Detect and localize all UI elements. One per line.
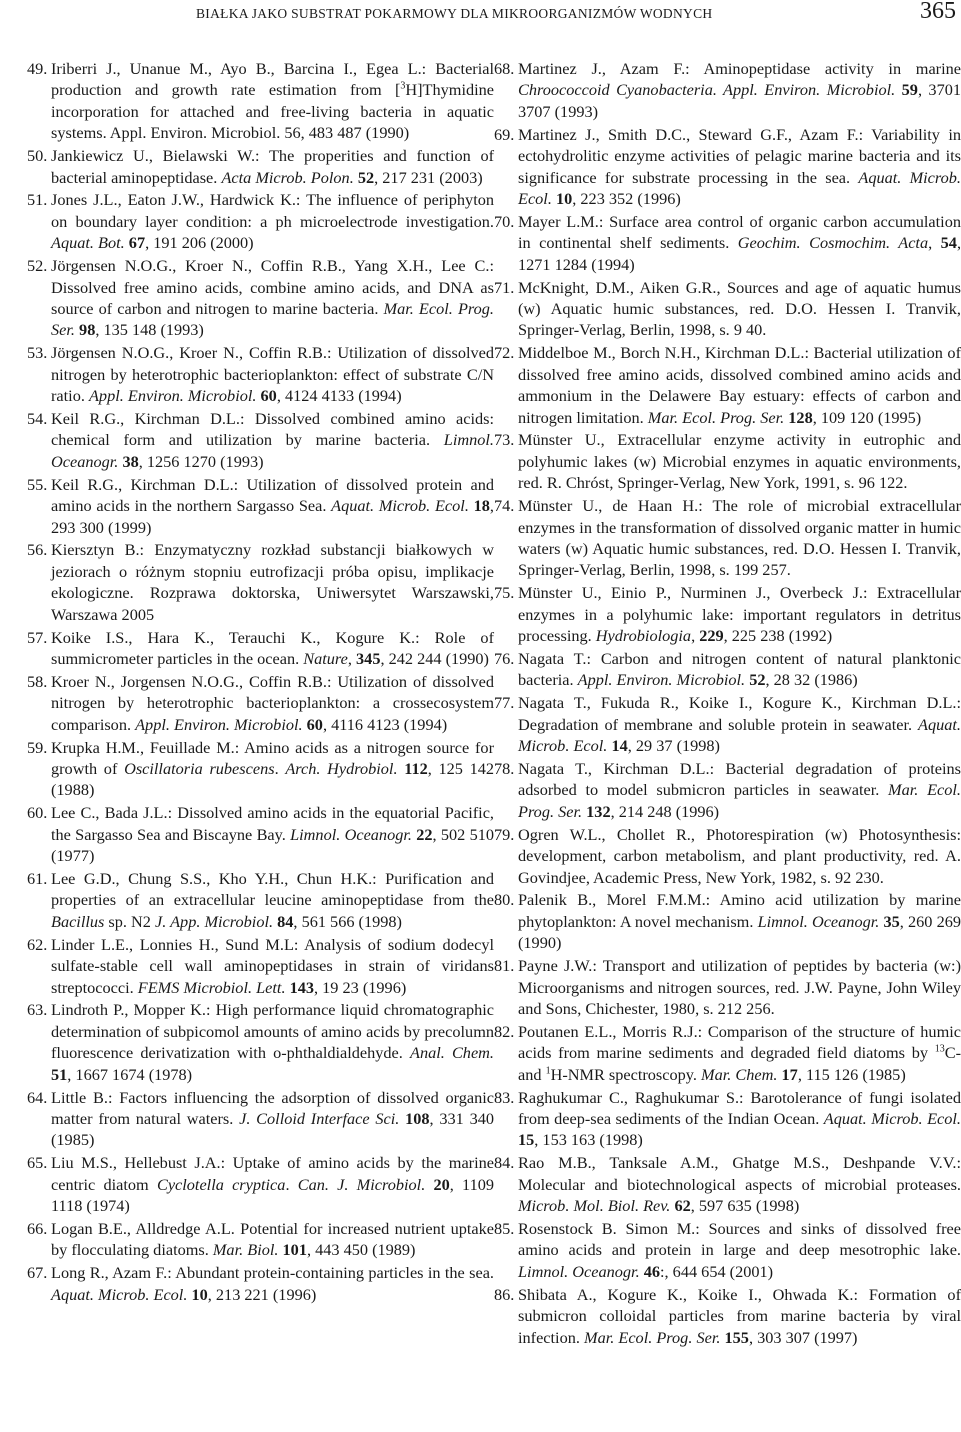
reference-text: , 443 450 (1989)	[306, 1240, 416, 1260]
reference-column-right	[494, 58, 961, 1349]
reference-number: 67.	[27, 1263, 48, 1283]
reference-number: 76.	[494, 648, 515, 668]
reference-text: Oscillatoria rubescens	[124, 759, 275, 778]
reference-number: 75.	[494, 583, 515, 603]
reference-number: 82.	[494, 1021, 515, 1041]
reference-number: 56.	[27, 540, 48, 560]
reference-text: 132	[586, 801, 611, 821]
reference-text: FEMS Microbiol. Lett.	[137, 977, 286, 997]
reference-number: 83.	[494, 1087, 515, 1107]
reference-text: , 191 206 (2000)	[145, 233, 254, 253]
reference-text: Jörgensen N.O.G., Kroer N., Coffin R.B., Yang X.H., Lee C.: Dissolved free amino acids, combine amino acids, and DNA as source of carbon and nitrogen to marine bacteria.	[51, 256, 494, 318]
reference-text: 345	[356, 648, 381, 668]
reference-text: Aquat. Microb. Ecol.	[51, 1284, 188, 1304]
reference-text: , 115 126 (1985)	[797, 1064, 906, 1084]
reference-entry	[494, 211, 961, 275]
reference-entry	[494, 692, 961, 756]
reference-text: , 125 142 (1988)	[51, 759, 495, 800]
reference-text: , 331 340 (1985)	[51, 1109, 494, 1150]
reference-text: H]Thymidine incorporation for attached and free-living bacteria in aquatic systems. Appl. Environ. Microbiol. 56, 483 487 (1990)	[51, 80, 494, 143]
reference-text: 59	[901, 80, 918, 100]
reference-text: 22	[416, 824, 433, 844]
reference-text: J. Colloid Interface Sci.	[239, 1109, 400, 1128]
reference-text: , 214 248 (1996)	[610, 801, 720, 821]
reference-text: 67	[128, 233, 146, 253]
reference-entry	[494, 648, 961, 691]
reference-text: 38	[122, 451, 139, 471]
reference-entry	[27, 627, 494, 670]
reference-entry	[27, 868, 494, 932]
reference-entry	[494, 429, 961, 493]
reference-text: Jörgensen N.O.G., Kroer N., Coffin R.B.: Utilization of dissolved nitrogen by heterotrophic bacterioplankton: effect of substrate C/N ratio.	[51, 343, 494, 406]
reference-number: 66.	[27, 1219, 48, 1239]
reference-text: Ogren W.L., Chollet R., Photorespiration (w) Photosynthesis: development, carbon metabolism, and plant productivity, red. A. Govindjee, Academic Press, New York, 1982, s. 92 230.	[518, 824, 961, 887]
reference-number: 54.	[27, 409, 48, 428]
reference-number: 77.	[494, 693, 515, 713]
reference-entry	[27, 408, 494, 472]
reference-entry	[27, 1087, 494, 1151]
running-title: BIAŁKA JAKO SUBSTRAT POKARMOWY DLA MIKROORGANIZMÓW WODNYCH	[196, 6, 713, 21]
reference-text: Mar. Biol.	[212, 1240, 279, 1260]
reference-text: Mar. Ecol. Prog. Ser.	[518, 780, 961, 821]
reference-text: 84	[277, 911, 294, 931]
reference-entry	[494, 495, 961, 581]
reference-text: , 28 32 (1986)	[765, 670, 858, 690]
reference-number: 72.	[494, 343, 515, 363]
reference-text: Appl. Environ. Microbiol.	[577, 670, 746, 690]
reference-text: Aquat. Microb. Ecol.	[518, 167, 961, 208]
reference-text: Martinez J., Azam F.: Aminopeptidase activity in marine	[518, 59, 961, 78]
reference-text: , 213 221 (1996)	[207, 1284, 317, 1304]
reference-number: 61.	[27, 869, 48, 889]
reference-text: , 217 231 (2003)	[374, 167, 483, 187]
reference-text: , 109 120 (1995)	[812, 407, 922, 427]
page-number: 365	[920, 0, 956, 24]
reference-number: 53.	[27, 343, 48, 363]
reference-text: Rosenstock B. Simon M.: Sources and sinks of dissolved free amino acids and protein in large and deep mesotrophic lake.	[518, 1219, 961, 1260]
reference-text: 10	[191, 1284, 208, 1304]
reference-text: Hydrobiologia	[595, 626, 692, 646]
reference-text: C- and	[518, 1043, 961, 1084]
reference-text: Aquat. Microb. Ecol.	[518, 714, 961, 756]
reference-text: 62	[674, 1196, 691, 1216]
reference-text: Raghukumar C., Raghukumar S.: Barotolerance of fungi isolated from deep-sea sediments of the Indian Ocean.	[518, 1087, 961, 1128]
reference-text: Appl. Environ. Microbiol.	[88, 386, 257, 406]
reference-text: Limnol. Oceanogr.	[51, 430, 494, 471]
reference-text: Linder L.E., Lonnies H., Sund M.L: Analysis of sodium dodecyl sulfate-stable cell wall aminopeptidases in strain of viridans streptococci.	[51, 934, 494, 997]
reference-text: Aquat. Microb. Ecol.	[331, 496, 469, 516]
reference-text: ,	[347, 648, 357, 668]
reference-entry	[27, 934, 494, 998]
reference-text: Long R., Azam F.: Abundant protein-containing particles in the sea.	[51, 1263, 494, 1283]
reference-number: 57.	[27, 627, 48, 647]
reference-text: , 260 269 (1990)	[518, 911, 961, 953]
reference-text: 52	[749, 670, 766, 690]
reference-text: Lindroth P., Mopper K.: High performance liquid chromatographic determination of subpicomol amounts of amino acids by precolumn fluorescence derivatization with o-phthaldialdehyde.	[51, 1000, 494, 1063]
reference-text: , 561 566 (1998)	[293, 911, 402, 931]
reference-entry	[27, 342, 494, 406]
reference-text: .	[274, 759, 286, 778]
reference-text: Poutanen E.L., Morris R.J.: Comparison of the structure of humic acids from marine sediments and degraded field diatoms by	[518, 1021, 961, 1063]
reference-entry	[27, 1218, 494, 1261]
reference-entry	[494, 1218, 961, 1282]
reference-text: Microb. Mol. Biol. Rev.	[518, 1196, 671, 1216]
reference-text: Acta Microb. Polon.	[221, 167, 354, 187]
reference-text: 52	[357, 167, 375, 187]
reference-entry	[27, 58, 494, 144]
reference-text: 13	[934, 1043, 945, 1055]
reference-entry	[27, 539, 494, 625]
reference-text: 18	[473, 496, 490, 516]
reference-entry	[494, 1021, 961, 1085]
reference-text: Rao M.B., Tanksale A.M., Ghatge M.S., Deshpande V.V.: Molecular and biotechnological aspects of microbial proteases.	[518, 1153, 961, 1194]
reference-text: Palenik B., Morel F.M.M.: Amino acid utilization by marine phytoplankton: A novel mechanism.	[518, 890, 961, 931]
reference-number: 50.	[27, 146, 48, 166]
reference-text: 128	[788, 407, 813, 427]
reference-number: 84.	[494, 1153, 515, 1173]
reference-text: , 597 635 (1998)	[690, 1196, 800, 1216]
reference-text: Cyclotella cryptica	[156, 1174, 286, 1194]
reference-entry	[27, 474, 494, 538]
reference-text: Iriberri J., Unanue M., Ayo B., Barcina I., Egea L.: Bacterial production and growth rate estimation from [	[51, 59, 494, 100]
reference-entry	[494, 824, 961, 888]
reference-text: 10	[555, 188, 573, 208]
reference-text: Münster U., de Haan H.: The role of microbial extracellular enzymes in the transformation of dissolved organic matter in humic waters (w) Aquatic humic substances, red. D.O. Hessen I. Tranvik, Springer-Verlag, Berlin, 1998, s. 199 257.	[518, 496, 961, 580]
reference-text: 229	[699, 626, 724, 646]
reference-text: Kroer N., Jorgensen N.O.G., Coffin R.B.: Utilization of dissolved nitrogen by heterotrophic bacterioplankton: a crossecosystem comparison.	[51, 671, 494, 734]
reference-text: Aquat. Microb. Ecol.	[823, 1109, 961, 1128]
reference-number: 69.	[494, 124, 515, 144]
reference-text: , 4124 4133 (1994)	[276, 386, 402, 406]
reference-text: Appl. Environ. Microbiol.	[135, 714, 303, 734]
reference-text: ,	[928, 233, 941, 253]
reference-text: , 1109 1118 (1974)	[51, 1174, 495, 1216]
reference-text: :, 644 654 (2001)	[660, 1261, 774, 1281]
reference-text: Chroococcoid Cyanobacteria. Appl. Environ. Microbiol.	[518, 80, 896, 100]
reference-text: 155	[724, 1327, 749, 1347]
reference-text: , 502 510 (1977)	[51, 824, 495, 866]
reference-text: Krupka H.M., Feuillade M.: Amino acids as a nitrogen source for growth of	[51, 737, 494, 778]
reference-text: , 153 163 (1998)	[534, 1130, 643, 1150]
reference-text: Mar. Ecol. Prog. Ser.	[647, 407, 785, 427]
reference-number: 52.	[27, 256, 48, 276]
reference-entry	[27, 1152, 494, 1216]
reference-number: 64.	[27, 1087, 48, 1107]
reference-number: 63.	[27, 1000, 48, 1020]
reference-text: J. App. Microbiol.	[155, 911, 274, 931]
reference-text: 20	[433, 1174, 450, 1194]
reference-text: Lee G.D., Chung S.S., Kho Y.H., Chun H.K.: Purification and properties of an extracellular leucine aminopeptidase from the	[51, 869, 494, 910]
reference-entry	[494, 1087, 961, 1151]
reference-text: Nagata T., Kirchman D.L.: Bacterial degradation of proteins adsorbed to model submicron particles in seawater.	[518, 759, 961, 800]
reference-text: Limnol. Oceanogr.	[518, 1261, 640, 1281]
reference-text: , 29 37 (1998)	[627, 736, 720, 756]
reference-text: Aquat. Bot.	[51, 233, 125, 253]
reference-text: 51	[51, 1064, 68, 1084]
reference-text: Bacillus	[51, 911, 105, 931]
reference-text: 108	[405, 1109, 430, 1128]
reference-text: Martinez J., Smith D.C., Steward G.F., Azam F.: Variability in ectohydrolitic enzyme activities of pelagic marine bacteria and its significance for substrate processing in the sea.	[518, 124, 961, 187]
reference-number: 68.	[494, 59, 515, 78]
reference-text: 60	[306, 714, 323, 734]
reference-text: Shibata A., Kogure K., Koike I., Ohwada K.: Formation of submicron colloidal particles from marine bacteria by viral infection.	[518, 1284, 961, 1347]
reference-text: 35	[883, 911, 900, 931]
reference-text: Keil R.G., Kirchman D.L.: Dissolved combined amino acids: chemical form and utilization by marine bacteria.	[51, 409, 494, 450]
reference-text: Liu M.S., Hellebust J.A.: Uptake of amino acids by the marine centric diatom	[51, 1153, 494, 1194]
reference-text: 143	[289, 977, 315, 997]
reference-text: Koike I.S., Hara K., Terauchi K., Kogure K.: Role of summicrometer particles in the ocean.	[51, 627, 494, 668]
reference-text: Münster U., Extracellular enzyme activity in eutrophic and polyhumic lakes (w) Microbial enzymes in aquatic environments, red. R. Chróst, Springer-Verlag, New York, 1991, s. 96 122.	[518, 430, 961, 493]
reference-number: 58.	[27, 671, 48, 691]
reference-text: Arch. Hydrobiol.	[285, 759, 398, 778]
reference-text: 17	[781, 1064, 798, 1084]
reference-text: 101	[282, 1240, 307, 1260]
reference-column-left	[27, 58, 494, 1307]
reference-text: 1	[545, 1065, 551, 1077]
reference-text: , 1667 1674 (1978)	[67, 1064, 193, 1084]
reference-text: Geochim. Cosmochim. Acta	[737, 233, 929, 253]
reference-text: , 19 23 (1996)	[314, 977, 407, 997]
reference-text: , 223 352 (1996)	[572, 188, 681, 208]
reference-entry	[494, 58, 961, 122]
reference-entry	[27, 802, 494, 866]
reference-text: Logan B.E., Alldredge A.L. Potential for increased nutrient uptake by flocculating diatoms.	[51, 1219, 494, 1260]
reference-text: ,	[691, 626, 700, 646]
reference-number: 78.	[494, 759, 515, 778]
reference-text: , 293 300 (1999)	[51, 496, 494, 537]
reference-number: 73.	[494, 430, 515, 450]
reference-text: Münster U., Einio P., Nurminen J., Overbeck J.: Extracellular enzymes in a polyhumic lake: important regulators in detritus processing.	[518, 583, 961, 646]
reference-text: Anal. Chem.	[410, 1043, 495, 1063]
reference-text: 98	[79, 320, 96, 340]
reference-number: 65.	[27, 1153, 48, 1173]
reference-text: McKnight, D.M., Aiken G.R., Sources and age of aquatic humus (w) Aquatic humic substances, red. D.O. Hessen I. Tranvik, Springer-Verlag, Berlin, 1998, s. 9 40.	[518, 277, 961, 340]
reference-entry	[494, 1284, 961, 1348]
reference-text: Keil R.G., Kirchman D.L.: Utilization of dissolved protein and amino acids in the northern Sargasso Sea.	[51, 474, 494, 516]
reference-entry	[494, 124, 961, 210]
reference-text: 60	[260, 386, 277, 406]
reference-number: 60.	[27, 803, 48, 823]
reference-text: 14	[611, 736, 628, 756]
reference-entry	[494, 582, 961, 646]
reference-number: 86.	[494, 1284, 515, 1304]
reference-text: , 3701 3707 (1993)	[518, 80, 961, 121]
reference-text: Limnol. Oceanogr.	[290, 824, 412, 844]
reference-entry	[27, 1262, 494, 1305]
reference-text: 54	[940, 233, 957, 253]
reference-number: 51.	[27, 190, 48, 210]
reference-text: , 135 148 (1993)	[95, 320, 204, 340]
reference-number: 55.	[27, 474, 48, 494]
reference-entry	[494, 1152, 961, 1216]
reference-text: , 1271 1284 (1994)	[518, 233, 961, 274]
reference-text: , 1256 1270 (1993)	[138, 451, 264, 471]
reference-text: Mayer L.M.: Surface area control of organic carbon accumulation in continental shelf sediments.	[518, 211, 961, 253]
reference-entry	[27, 737, 494, 801]
reference-text: Kiersztyn B.: Enzymatyczny rozkład substancji białkowych w jeziorach o różnym stopniu eutrofizacji próba opisu, implikacje ekologiczne. Rozprawa doktorska, Uniwersytet Warszawski, Warszawa 2005	[51, 540, 494, 624]
reference-number: 71.	[494, 277, 515, 297]
reference-number: 59.	[27, 737, 48, 757]
reference-entry	[27, 671, 494, 735]
reference-text: Nagata T., Fukuda R., Koike I., Kogure K., Kirchman D.L.: Degradation of membrane and soluble protein in seawater.	[518, 693, 961, 734]
reference-entry	[494, 758, 961, 822]
page-header	[0, 0, 960, 40]
reference-text: Mar. Chem.	[701, 1064, 778, 1084]
reference-text: 112	[404, 759, 428, 778]
reference-entry	[494, 955, 961, 1019]
reference-number: 81.	[494, 956, 515, 976]
reference-text: 15	[518, 1130, 535, 1150]
reference-text: Payne J.W.: Transport and utilization of peptides by bacteria (w:) Microorganisms and nitrogen sources, red. J.W. Payne, John Wiley and Sons, Chichester, 1980, s. 212 256.	[518, 956, 961, 1018]
reference-entry	[27, 255, 494, 341]
reference-entry	[494, 342, 961, 428]
reference-entry	[494, 889, 961, 953]
reference-text: Middelboe M., Borch N.H., Kirchman D.L.: Bacterial utilization of dissolved free amino acids, dissolved combined amino acids and ammonium in the Delawere Bay estuary: effects of carbon and nitrogen limitation.	[518, 343, 961, 427]
reference-text: Lee C., Bada J.L.: Dissolved amino acids in the equatorial Pacific, the Sargasso Sea and Biscayne Bay.	[51, 803, 494, 844]
reference-text: Can. J. Microbiol.	[297, 1174, 426, 1194]
reference-text: , 303 307 (1997)	[748, 1327, 858, 1347]
reference-text: Nagata T.: Carbon and nitrogen content of natural planktonic bacteria.	[518, 648, 961, 690]
reference-entry	[27, 999, 494, 1085]
reference-number: 85.	[494, 1219, 515, 1239]
reference-number: 74.	[494, 496, 515, 516]
reference-text: Jones J.L., Eaton J.W., Hardwick K.: The influence of periphyton on boundary layer condition: a ph microelectrode investigation.	[51, 190, 494, 231]
reference-text: , 225 238 (1992)	[723, 626, 833, 646]
reference-text: Mar. Ecol. Prog. Ser.	[584, 1327, 721, 1347]
reference-text: 3	[400, 80, 406, 92]
reference-number: 80.	[494, 890, 515, 910]
reference-entry	[27, 189, 494, 253]
reference-text: Little B.: Factors influencing the adsorption of dissolved organic matter from natural waters.	[51, 1087, 494, 1128]
reference-text: Limnol. Oceanogr.	[757, 911, 880, 931]
reference-text: sp. N2	[104, 911, 156, 931]
reference-number: 49.	[27, 59, 48, 78]
reference-number: 62.	[27, 934, 48, 954]
reference-text: Mar. Ecol. Prog. Ser.	[51, 298, 494, 340]
reference-text: .	[285, 1174, 298, 1194]
reference-text: H-NMR spectroscopy.	[550, 1064, 702, 1084]
reference-text: Jankiewicz U., Bielawski W.: The properities and function of bacterial aminopeptidase.	[51, 146, 494, 187]
reference-text: , 4116 4123 (1994)	[322, 714, 448, 734]
reference-text: , 242 244 (1990)	[380, 648, 489, 668]
reference-entry	[27, 145, 494, 188]
reference-entry	[494, 277, 961, 341]
reference-number: 79.	[494, 824, 515, 844]
reference-text: Nature	[303, 648, 348, 668]
reference-number: 70.	[494, 211, 515, 231]
reference-text: 46	[643, 1261, 661, 1281]
